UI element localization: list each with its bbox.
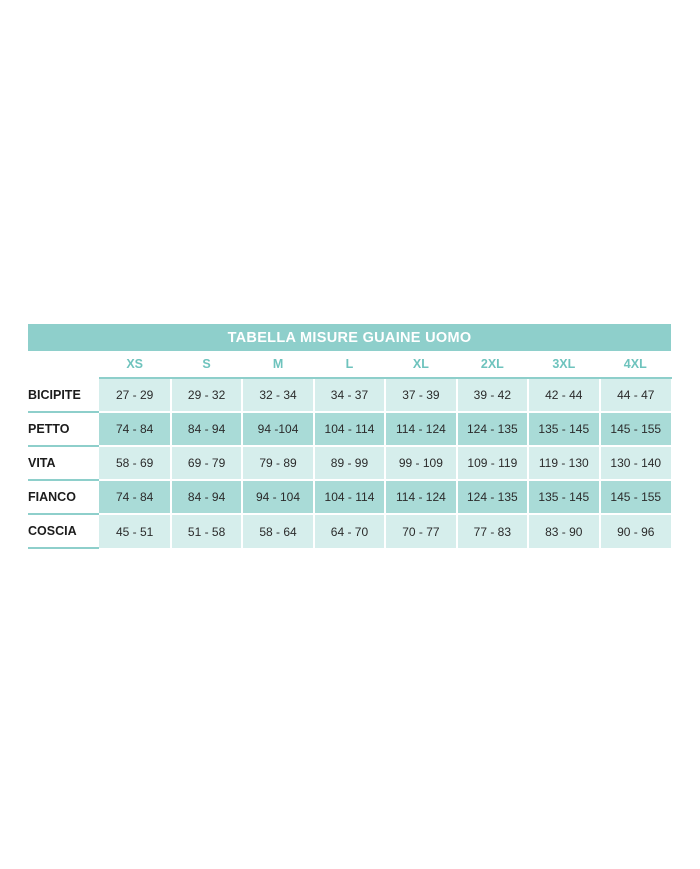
cell-bicipite-s: 29 - 32 (171, 378, 242, 412)
table-row (28, 412, 671, 446)
cell-vita-m: 79 - 89 (242, 446, 313, 480)
cell-petto-l: 104 - 114 (314, 412, 385, 446)
cell-bicipite-3xl: 42 - 44 (528, 378, 599, 412)
column-header-2xl: 2XL (457, 351, 528, 378)
column-header-xs: XS (99, 351, 170, 378)
cell-fianco-3xl: 135 - 145 (528, 480, 599, 514)
table-title-row (28, 324, 671, 351)
cell-fianco-l: 104 - 114 (314, 480, 385, 514)
cell-petto-s: 84 - 94 (171, 412, 242, 446)
row-label-fianco: FIANCO (28, 480, 99, 514)
cell-bicipite-xs: 27 - 29 (99, 378, 170, 412)
cell-coscia-m: 58 - 64 (242, 514, 313, 548)
cell-petto-2xl: 124 - 135 (457, 412, 528, 446)
cell-coscia-xl: 70 - 77 (385, 514, 456, 548)
cell-vita-4xl: 130 - 140 (600, 446, 672, 480)
cell-fianco-xs: 74 - 84 (99, 480, 170, 514)
cell-petto-4xl: 145 - 155 (600, 412, 672, 446)
cell-coscia-xs: 45 - 51 (99, 514, 170, 548)
row-label-petto: PETTO (28, 412, 99, 446)
column-header-3xl: 3XL (528, 351, 599, 378)
cell-fianco-4xl: 145 - 155 (600, 480, 672, 514)
cell-bicipite-4xl: 44 - 47 (600, 378, 672, 412)
cell-vita-l: 89 - 99 (314, 446, 385, 480)
row-label-vita: VITA (28, 446, 99, 480)
cell-fianco-2xl: 124 - 135 (457, 480, 528, 514)
cell-petto-3xl: 135 - 145 (528, 412, 599, 446)
cell-coscia-2xl: 77 - 83 (457, 514, 528, 548)
row-label-bicipite: BICIPITE (28, 378, 99, 412)
cell-fianco-s: 84 - 94 (171, 480, 242, 514)
row-label-coscia: COSCIA (28, 514, 99, 548)
cell-bicipite-2xl: 39 - 42 (457, 378, 528, 412)
cell-fianco-xl: 114 - 124 (385, 480, 456, 514)
table-row (28, 378, 671, 412)
cell-bicipite-xl: 37 - 39 (385, 378, 456, 412)
column-header-xl: XL (385, 351, 456, 378)
cell-fianco-m: 94 - 104 (242, 480, 313, 514)
table-header-row (28, 351, 671, 378)
table-row (28, 480, 671, 514)
cell-petto-xl: 114 - 124 (385, 412, 456, 446)
cell-coscia-s: 51 - 58 (171, 514, 242, 548)
cell-vita-2xl: 109 - 119 (457, 446, 528, 480)
column-header-l: L (314, 351, 385, 378)
size-chart-table (28, 324, 672, 549)
table-row (28, 514, 671, 548)
cell-petto-xs: 74 - 84 (99, 412, 170, 446)
cell-coscia-4xl: 90 - 96 (600, 514, 672, 548)
table-corner-cell (28, 351, 99, 378)
cell-vita-xl: 99 - 109 (385, 446, 456, 480)
cell-bicipite-l: 34 - 37 (314, 378, 385, 412)
cell-vita-3xl: 119 - 130 (528, 446, 599, 480)
column-header-m: M (242, 351, 313, 378)
cell-coscia-3xl: 83 - 90 (528, 514, 599, 548)
cell-vita-xs: 58 - 69 (99, 446, 170, 480)
page-title: TABELLA MISURE GUAINE UOMO (28, 324, 671, 351)
cell-vita-s: 69 - 79 (171, 446, 242, 480)
cell-coscia-l: 64 - 70 (314, 514, 385, 548)
column-header-s: S (171, 351, 242, 378)
cell-petto-m: 94 -104 (242, 412, 313, 446)
column-header-4xl: 4XL (600, 351, 672, 378)
table-row (28, 446, 671, 480)
cell-bicipite-m: 32 - 34 (242, 378, 313, 412)
size-chart-container (28, 324, 672, 549)
